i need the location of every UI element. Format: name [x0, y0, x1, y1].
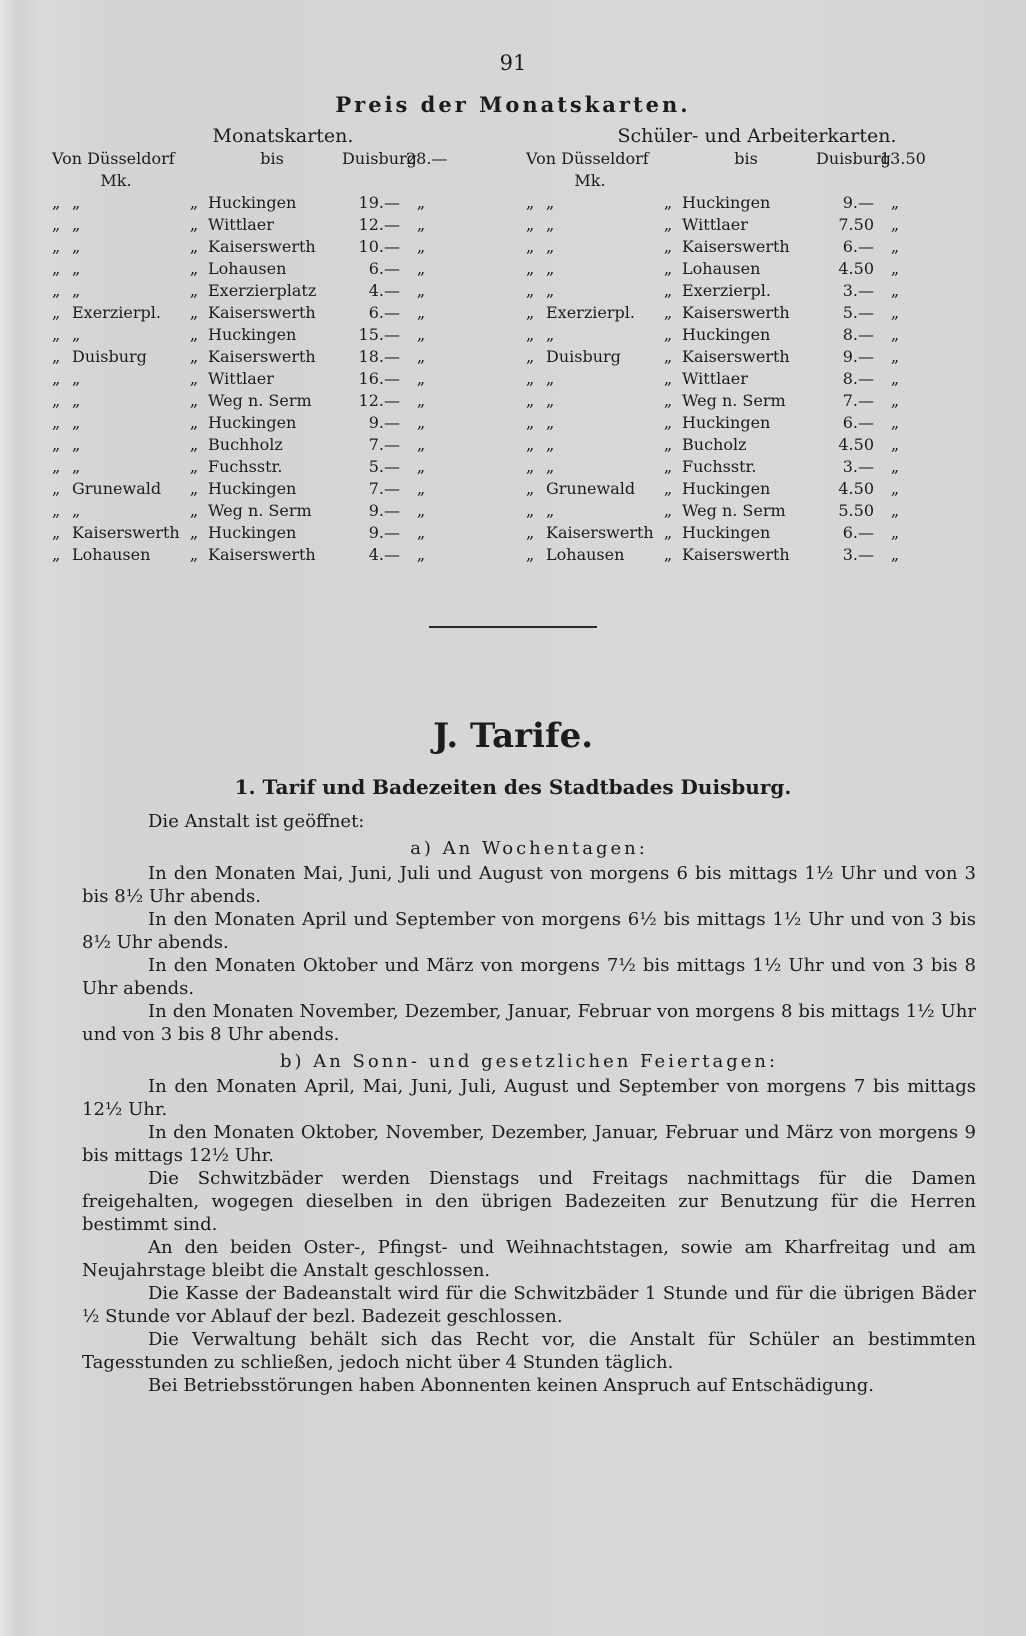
destination-cell: Buchholz	[208, 435, 283, 454]
price-cell: 5.—	[368, 457, 400, 476]
via-cell: „	[72, 193, 81, 212]
via-cell: „	[72, 281, 81, 300]
destination-cell: Kaiserswerth	[682, 237, 790, 256]
price-cell: 7.50	[838, 215, 874, 234]
unit-cell: „	[890, 303, 900, 322]
price-row	[52, 500, 514, 522]
destination-cell: Wittlaer	[208, 369, 274, 388]
unit-cell: „	[416, 303, 426, 322]
price-cell: 8.—	[842, 369, 874, 388]
bis-cell: bis	[260, 149, 284, 168]
price-cell: 6.—	[842, 523, 874, 542]
unit-cell: „	[416, 457, 426, 476]
bis-cell: „	[663, 457, 673, 476]
unit-cell: „	[890, 237, 900, 256]
price-row	[526, 192, 988, 214]
via-cell: „	[546, 237, 555, 256]
destination-cell: Huckingen	[682, 193, 771, 212]
via-cell: Lohausen	[546, 545, 625, 564]
price-cell: 28.—	[406, 149, 448, 168]
via-cell: „	[546, 281, 555, 300]
bis-cell: „	[189, 237, 199, 256]
bis-cell: „	[189, 369, 199, 388]
destination-cell: Kaiserswerth	[682, 347, 790, 366]
bis-cell: „	[189, 545, 199, 564]
origin-ditto-cell: „	[526, 193, 535, 212]
via-cell: „	[546, 325, 555, 344]
monthly-price-block	[52, 124, 514, 566]
destination-cell: Bucholz	[682, 435, 747, 454]
origin-ditto-cell: „	[52, 369, 61, 388]
price-row	[52, 302, 514, 324]
destination-cell: Fuchsstr.	[682, 457, 757, 476]
bis-cell: „	[663, 325, 673, 344]
price-row	[52, 522, 514, 544]
price-cell: 13.50	[880, 149, 926, 168]
destination-cell: Huckingen	[682, 325, 771, 344]
destination-cell: Huckingen	[208, 479, 297, 498]
price-cell: 3.—	[842, 457, 874, 476]
destination-cell: Exerzierplatz	[208, 281, 317, 300]
unit-cell: „	[890, 193, 900, 212]
bis-cell: „	[189, 259, 199, 278]
bis-cell: „	[663, 391, 673, 410]
price-row	[52, 544, 514, 566]
price-cell: 12.—	[358, 215, 400, 234]
tariff-body	[82, 810, 976, 1397]
price-row	[526, 412, 988, 434]
price-cell: 7.—	[842, 391, 874, 410]
origin-ditto-cell: „	[52, 193, 61, 212]
destination-cell: Wittlaer	[682, 369, 748, 388]
origin-ditto-cell: „	[52, 215, 61, 234]
via-cell: Grunewald	[72, 479, 162, 498]
bis-cell: „	[663, 479, 673, 498]
origin-ditto-cell: „	[52, 237, 61, 256]
unit-cell: „	[416, 193, 426, 212]
bis-cell: „	[663, 215, 673, 234]
price-cell: 8.—	[842, 325, 874, 344]
price-row	[526, 258, 988, 280]
destination-cell: Huckingen	[682, 523, 771, 542]
origin-ditto-cell: „	[526, 523, 535, 542]
destination-cell: Wittlaer	[682, 215, 748, 234]
price-row	[526, 478, 988, 500]
origin-ditto-cell: „	[526, 457, 535, 476]
origin-ditto-cell: „	[52, 435, 61, 454]
rules-paragraph: Die Kasse der Badeanstalt wird für die Schwitzbäder 1 Stunde und für die übrigen Bäder ½ Stunde vor Ablauf der bezl. Badezeit geschlossen.	[82, 1283, 976, 1327]
destination-cell: Duisburg	[816, 149, 891, 168]
via-cell: „	[72, 369, 81, 388]
origin-ditto-cell: „	[52, 303, 61, 322]
origin-ditto-cell: „	[526, 369, 535, 388]
destination-cell: Duisburg	[342, 149, 417, 168]
via-cell: „	[72, 457, 81, 476]
holidays-heading: b) An Sonn- und gesetzlichen Feiertagen:	[279, 1051, 779, 1072]
bis-cell: „	[189, 523, 199, 542]
price-row	[526, 324, 988, 346]
bis-cell: „	[189, 303, 199, 322]
unit-cell: „	[416, 237, 426, 256]
unit-cell: „	[416, 347, 426, 366]
via-cell: Exerzierpl.	[546, 303, 635, 322]
unit-cell: „	[416, 523, 426, 542]
destination-cell: Weg n. Serm	[682, 501, 786, 520]
price-tables	[52, 124, 988, 566]
weekday-paragraph: In den Monaten November, Dezember, Januar, Februar von morgens 8 bis mittags 1½ Uhr und von 3 bis 8 Uhr abends.	[82, 1001, 976, 1045]
via-cell: „	[546, 215, 555, 234]
price-row	[52, 258, 514, 280]
rules-paragraph: Bei Betriebsstörungen haben Abonnenten keinen Anspruch auf Entschädigung.	[148, 1375, 875, 1396]
origin-ditto-cell: „	[52, 391, 61, 410]
student-price-table	[526, 148, 988, 566]
unit-cell: „	[890, 545, 900, 564]
price-row	[526, 522, 988, 544]
origin-ditto-cell: „	[526, 347, 535, 366]
weekday-paragraph: In den Monaten Mai, Juni, Juli und August von morgens 6 bis mittags 1½ Uhr und von 3 bis 8½ Uhr abends.	[82, 863, 976, 907]
origin-ditto-cell: „	[526, 325, 535, 344]
price-cell: 9.—	[842, 347, 874, 366]
bis-cell: „	[663, 413, 673, 432]
destination-cell: Weg n. Serm	[682, 391, 786, 410]
destination-cell: Kaiserswerth	[208, 303, 316, 322]
price-cell: 4.—	[368, 281, 400, 300]
price-cell: 5.—	[842, 303, 874, 322]
price-cell: 12.—	[358, 391, 400, 410]
origin-ditto-cell: „	[526, 259, 535, 278]
via-cell: „	[72, 325, 81, 344]
origin-ditto-cell: „	[526, 501, 535, 520]
origin-ditto-cell: „	[52, 413, 61, 432]
bis-cell: „	[189, 391, 199, 410]
destination-cell: Weg n. Serm	[208, 501, 312, 520]
rules-paragraph: An den beiden Oster-, Pfingst- und Weihnachtstagen, sowie am Kharfreitag und am Neujahrstage bleibt die Anstalt geschlossen.	[82, 1237, 976, 1281]
price-row	[526, 148, 988, 192]
section-subtitle: 1. Tarif und Badezeiten des Stadtbades Duisburg.	[234, 775, 792, 799]
price-row	[52, 390, 514, 412]
destination-cell: Huckingen	[208, 325, 297, 344]
monthly-price-table	[52, 148, 514, 566]
price-row	[526, 302, 988, 324]
bis-cell: „	[663, 303, 673, 322]
destination-cell: Exerzierpl.	[682, 281, 771, 300]
price-row	[52, 280, 514, 302]
unit-cell: „	[890, 479, 900, 498]
price-cell: 6.—	[842, 413, 874, 432]
via-cell: „	[72, 501, 81, 520]
price-cell: 4.50	[838, 259, 874, 278]
unit-cell: „	[890, 435, 900, 454]
origin-ditto-cell: „	[526, 479, 535, 498]
weekday-paragraph: In den Monaten Oktober und März von morgens 7½ bis mittags 1½ Uhr und von 3 bis 8 Uhr abends.	[82, 955, 976, 999]
price-row	[52, 368, 514, 390]
origin-ditto-cell: „	[526, 435, 535, 454]
unit-cell: „	[890, 347, 900, 366]
price-row	[526, 368, 988, 390]
price-row	[52, 456, 514, 478]
via-cell: Kaiserswerth	[72, 523, 180, 542]
price-cell: 7.—	[368, 479, 400, 498]
unit-cell: Mk.	[100, 171, 132, 190]
rules-paragraph: Die Schwitzbäder werden Dienstags und Freitags nachmittags für die Damen freigehalten, wogegen dieselben in den übrigen Badezeiten zur Benutzung für die Herren bestimmt sind.	[82, 1168, 976, 1235]
destination-cell: Huckingen	[682, 413, 771, 432]
price-row	[526, 346, 988, 368]
price-cell: 5.50	[838, 501, 874, 520]
via-cell: „	[72, 435, 81, 454]
unit-cell: „	[416, 501, 426, 520]
price-cell: 7.—	[368, 435, 400, 454]
student-price-block	[526, 124, 988, 566]
section-title: J. Tarife.	[432, 716, 594, 756]
holiday-paragraph: In den Monaten April, Mai, Juni, Juli, August und September von morgens 7 bis mittags 12½ Uhr.	[82, 1076, 976, 1120]
via-cell: „	[72, 391, 81, 410]
unit-cell: „	[416, 259, 426, 278]
price-cell: 3.—	[842, 545, 874, 564]
bis-cell: „	[663, 435, 673, 454]
unit-cell: „	[890, 413, 900, 432]
destination-cell: Kaiserswerth	[208, 347, 316, 366]
destination-cell: Huckingen	[208, 193, 297, 212]
origin-ditto-cell: „	[52, 259, 61, 278]
via-cell: Kaiserswerth	[546, 523, 654, 542]
bis-cell: „	[663, 259, 673, 278]
unit-cell: „	[416, 435, 426, 454]
destination-cell: Huckingen	[682, 479, 771, 498]
destination-cell: Huckingen	[208, 413, 297, 432]
via-cell: Lohausen	[72, 545, 151, 564]
price-table-title: Preis der Monatskarten.	[335, 92, 691, 117]
price-cell: 6.—	[368, 259, 400, 278]
bis-cell: „	[663, 501, 673, 520]
bis-cell: „	[189, 193, 199, 212]
origin-ditto-cell: „	[526, 545, 535, 564]
price-cell: 6.—	[842, 237, 874, 256]
student-column-heading: Schüler- und Arbeiterkarten.	[617, 125, 897, 147]
origin-ditto-cell: „	[52, 281, 61, 300]
origin-ditto-cell: „	[526, 303, 535, 322]
unit-cell: „	[890, 281, 900, 300]
price-cell: 4.—	[368, 545, 400, 564]
destination-cell: Huckingen	[208, 523, 297, 542]
via-cell: „	[546, 391, 555, 410]
intro-text: Die Anstalt ist geöffnet:	[148, 811, 365, 832]
price-cell: 9.—	[368, 501, 400, 520]
price-row	[526, 280, 988, 302]
bis-cell: „	[189, 501, 199, 520]
bis-cell: „	[663, 193, 673, 212]
via-cell: „	[72, 237, 81, 256]
origin-ditto-cell: „	[52, 545, 61, 564]
via-cell: „	[546, 457, 555, 476]
unit-cell: „	[890, 369, 900, 388]
unit-cell: „	[416, 369, 426, 388]
origin-cell: Von Düsseldorf	[526, 149, 649, 168]
price-cell: 3.—	[842, 281, 874, 300]
destination-cell: Kaiserswerth	[208, 237, 316, 256]
via-cell: Duisburg	[546, 347, 621, 366]
unit-cell: „	[416, 215, 426, 234]
price-row	[52, 434, 514, 456]
origin-ditto-cell: „	[526, 413, 535, 432]
destination-cell: Fuchsstr.	[208, 457, 283, 476]
price-cell: 18.—	[358, 347, 400, 366]
origin-ditto-cell: „	[526, 281, 535, 300]
unit-cell: „	[416, 281, 426, 300]
bis-cell: „	[189, 215, 199, 234]
via-cell: Grunewald	[546, 479, 636, 498]
via-cell: Exerzierpl.	[72, 303, 161, 322]
price-cell: 19.—	[358, 193, 400, 212]
price-cell: 16.—	[358, 369, 400, 388]
destination-cell: Lohausen	[208, 259, 287, 278]
bis-cell: „	[189, 457, 199, 476]
bis-cell: „	[189, 435, 199, 454]
bis-cell: „	[663, 237, 673, 256]
price-cell: 9.—	[842, 193, 874, 212]
bis-cell: „	[663, 523, 673, 542]
origin-ditto-cell: „	[52, 457, 61, 476]
via-cell: „	[546, 259, 555, 278]
via-cell: „	[546, 193, 555, 212]
origin-ditto-cell: „	[52, 347, 61, 366]
via-cell: „	[72, 413, 81, 432]
destination-cell: Kaiserswerth	[208, 545, 316, 564]
destination-cell: Kaiserswerth	[682, 303, 790, 322]
price-cell: 15.—	[358, 325, 400, 344]
origin-ditto-cell: „	[52, 523, 61, 542]
destination-cell: Wittlaer	[208, 215, 274, 234]
unit-cell: „	[416, 479, 426, 498]
via-cell: „	[546, 501, 555, 520]
origin-ditto-cell: „	[52, 479, 61, 498]
via-cell: „	[546, 369, 555, 388]
origin-ditto-cell: „	[52, 325, 61, 344]
unit-cell: „	[416, 545, 426, 564]
price-row	[526, 456, 988, 478]
price-row	[52, 324, 514, 346]
bis-cell: „	[663, 347, 673, 366]
bis-cell: „	[663, 281, 673, 300]
unit-cell: „	[416, 391, 426, 410]
weekdays-heading: a) An Wochentagen:	[410, 838, 648, 859]
origin-ditto-cell: „	[526, 391, 535, 410]
via-cell: „	[546, 435, 555, 454]
weekday-paragraph: In den Monaten April und September von morgens 6½ bis mittags 1½ Uhr und von 3 bis 8½ Uhr abends.	[82, 909, 976, 953]
price-cell: 9.—	[368, 413, 400, 432]
monthly-column-heading: Monatskarten.	[212, 125, 354, 147]
destination-cell: Lohausen	[682, 259, 761, 278]
unit-cell: „	[416, 325, 426, 344]
bis-cell: „	[663, 369, 673, 388]
price-row	[526, 434, 988, 456]
unit-cell: „	[890, 457, 900, 476]
price-row	[52, 148, 514, 192]
bis-cell: „	[189, 413, 199, 432]
via-cell: „	[546, 413, 555, 432]
bis-cell: „	[663, 545, 673, 564]
price-row	[526, 500, 988, 522]
price-row	[52, 412, 514, 434]
price-cell: 4.50	[838, 479, 874, 498]
bis-cell: „	[189, 479, 199, 498]
origin-ditto-cell: „	[52, 501, 61, 520]
bis-cell: „	[189, 347, 199, 366]
price-row	[52, 346, 514, 368]
unit-cell: „	[890, 325, 900, 344]
price-row	[526, 390, 988, 412]
bis-cell: bis	[734, 149, 758, 168]
origin-ditto-cell: „	[526, 215, 535, 234]
rules-paragraph: Die Verwaltung behält sich das Recht vor, die Anstalt für Schüler an bestimmten Tagesstunden zu schließen, jedoch nicht über 4 Stunden täglich.	[82, 1329, 976, 1373]
via-cell: „	[72, 259, 81, 278]
destination-cell: Kaiserswerth	[682, 545, 790, 564]
origin-cell: Von Düsseldorf	[52, 149, 175, 168]
price-cell: 10.—	[358, 237, 400, 256]
destination-cell: Weg n. Serm	[208, 391, 312, 410]
price-row	[52, 478, 514, 500]
price-cell: 4.50	[838, 435, 874, 454]
unit-cell: „	[416, 413, 426, 432]
price-row	[52, 192, 514, 214]
section-divider	[429, 626, 597, 628]
price-row	[52, 214, 514, 236]
bis-cell: „	[189, 325, 199, 344]
price-cell: 9.—	[368, 523, 400, 542]
page-number: 91	[499, 51, 527, 75]
unit-cell: Mk.	[574, 171, 606, 190]
bis-cell: „	[189, 281, 199, 300]
via-cell: Duisburg	[72, 347, 147, 366]
price-row	[526, 236, 988, 258]
unit-cell: „	[890, 215, 900, 234]
unit-cell: „	[890, 523, 900, 542]
via-cell: „	[72, 215, 81, 234]
price-row	[526, 544, 988, 566]
unit-cell: „	[890, 391, 900, 410]
origin-ditto-cell: „	[526, 237, 535, 256]
price-cell: 6.—	[368, 303, 400, 322]
price-row	[526, 214, 988, 236]
unit-cell: „	[890, 501, 900, 520]
price-row	[52, 236, 514, 258]
unit-cell: „	[890, 259, 900, 278]
holiday-paragraph: In den Monaten Oktober, November, Dezember, Januar, Februar und März von morgens 9 bis mittags 12½ Uhr.	[82, 1122, 976, 1166]
